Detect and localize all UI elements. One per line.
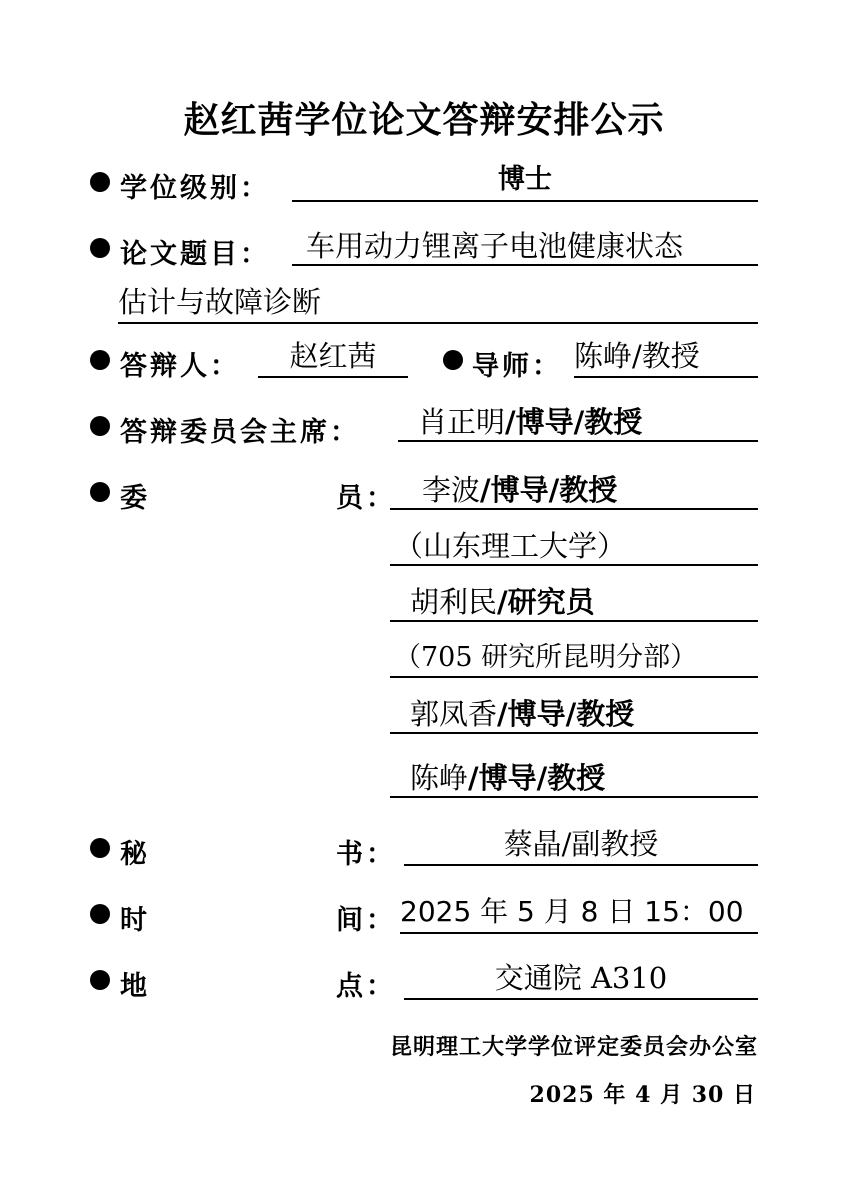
member-line-2 (390, 526, 758, 566)
members-label-left: 委 (120, 483, 150, 514)
place-label-left: 地 (120, 971, 150, 1002)
issuing-office: 昆明理工大学学位评定委员会办公室 (389, 1034, 758, 1060)
degree-label: 学位级别： (120, 173, 270, 204)
member-6-suffix: /博导/教授 (468, 761, 606, 795)
bullet-time (90, 904, 110, 924)
thesis-label: 论文题目： (120, 239, 270, 270)
secretary-label-left: 秘 (120, 839, 150, 870)
member-1-suffix: /博导/教授 (480, 473, 618, 507)
degree-value: 博士 (292, 160, 758, 202)
thesis-title-line1: 车用动力锂离子电池健康状态 (292, 226, 758, 266)
bullet-thesis (90, 238, 110, 258)
bullet-place (90, 970, 110, 990)
thesis-title-line2: 估计与故障诊断 (118, 282, 758, 324)
time-label-right: 间： (336, 905, 396, 936)
bullet-members (90, 482, 110, 502)
candidate-label: 答辩人： (120, 351, 240, 382)
member-line-5 (390, 694, 758, 734)
member-3-suffix: /研究员 (497, 585, 595, 619)
place-value: 交通院 A310 (404, 958, 758, 1000)
chair-label: 答辩委员会主席： (120, 417, 360, 448)
member-5-suffix: /博导/教授 (497, 697, 635, 731)
member-5-name: 郭凤香 (410, 697, 498, 731)
advisor-label: 导师： (472, 351, 562, 382)
member-line-3 (390, 582, 758, 622)
bullet-advisor (443, 350, 463, 370)
member-1-name: 李波 (422, 473, 481, 507)
time-value: 2025 年 5 月 8 日 15：00 (400, 892, 758, 934)
chair-suffix: /博导/教授 (505, 405, 643, 439)
advisor-value: 陈峥/教授 (574, 336, 758, 378)
candidate-value: 赵红茜 (258, 336, 408, 378)
place-label-right: 点： (336, 971, 396, 1002)
member-4-affiliation: （705 研究所昆明分部） (394, 642, 698, 673)
bullet-secretary (90, 838, 110, 858)
chair-name: 肖正明 (418, 405, 506, 439)
bullet-chair (90, 416, 110, 436)
issue-date: 2025 年 4 月 30 日 (529, 1082, 756, 1108)
member-2-affiliation: （山东理工大学） (394, 529, 627, 563)
bullet-candidate (90, 350, 110, 370)
member-3-name: 胡利民 (410, 585, 498, 619)
member-line-1 (390, 470, 758, 510)
member-line-6 (390, 758, 758, 798)
time-label-left: 时 (120, 905, 150, 936)
member-6-name: 陈峥 (410, 761, 469, 795)
member-line-4 (390, 638, 758, 678)
page-title: 赵红茜学位论文答辩安排公示 (183, 100, 665, 141)
secretary-value: 蔡晶/副教授 (404, 824, 758, 866)
secretary-label-right: 书： (336, 839, 396, 870)
members-label-right: 员： (336, 483, 396, 514)
chair-value (398, 402, 758, 442)
bullet-degree (90, 172, 110, 192)
